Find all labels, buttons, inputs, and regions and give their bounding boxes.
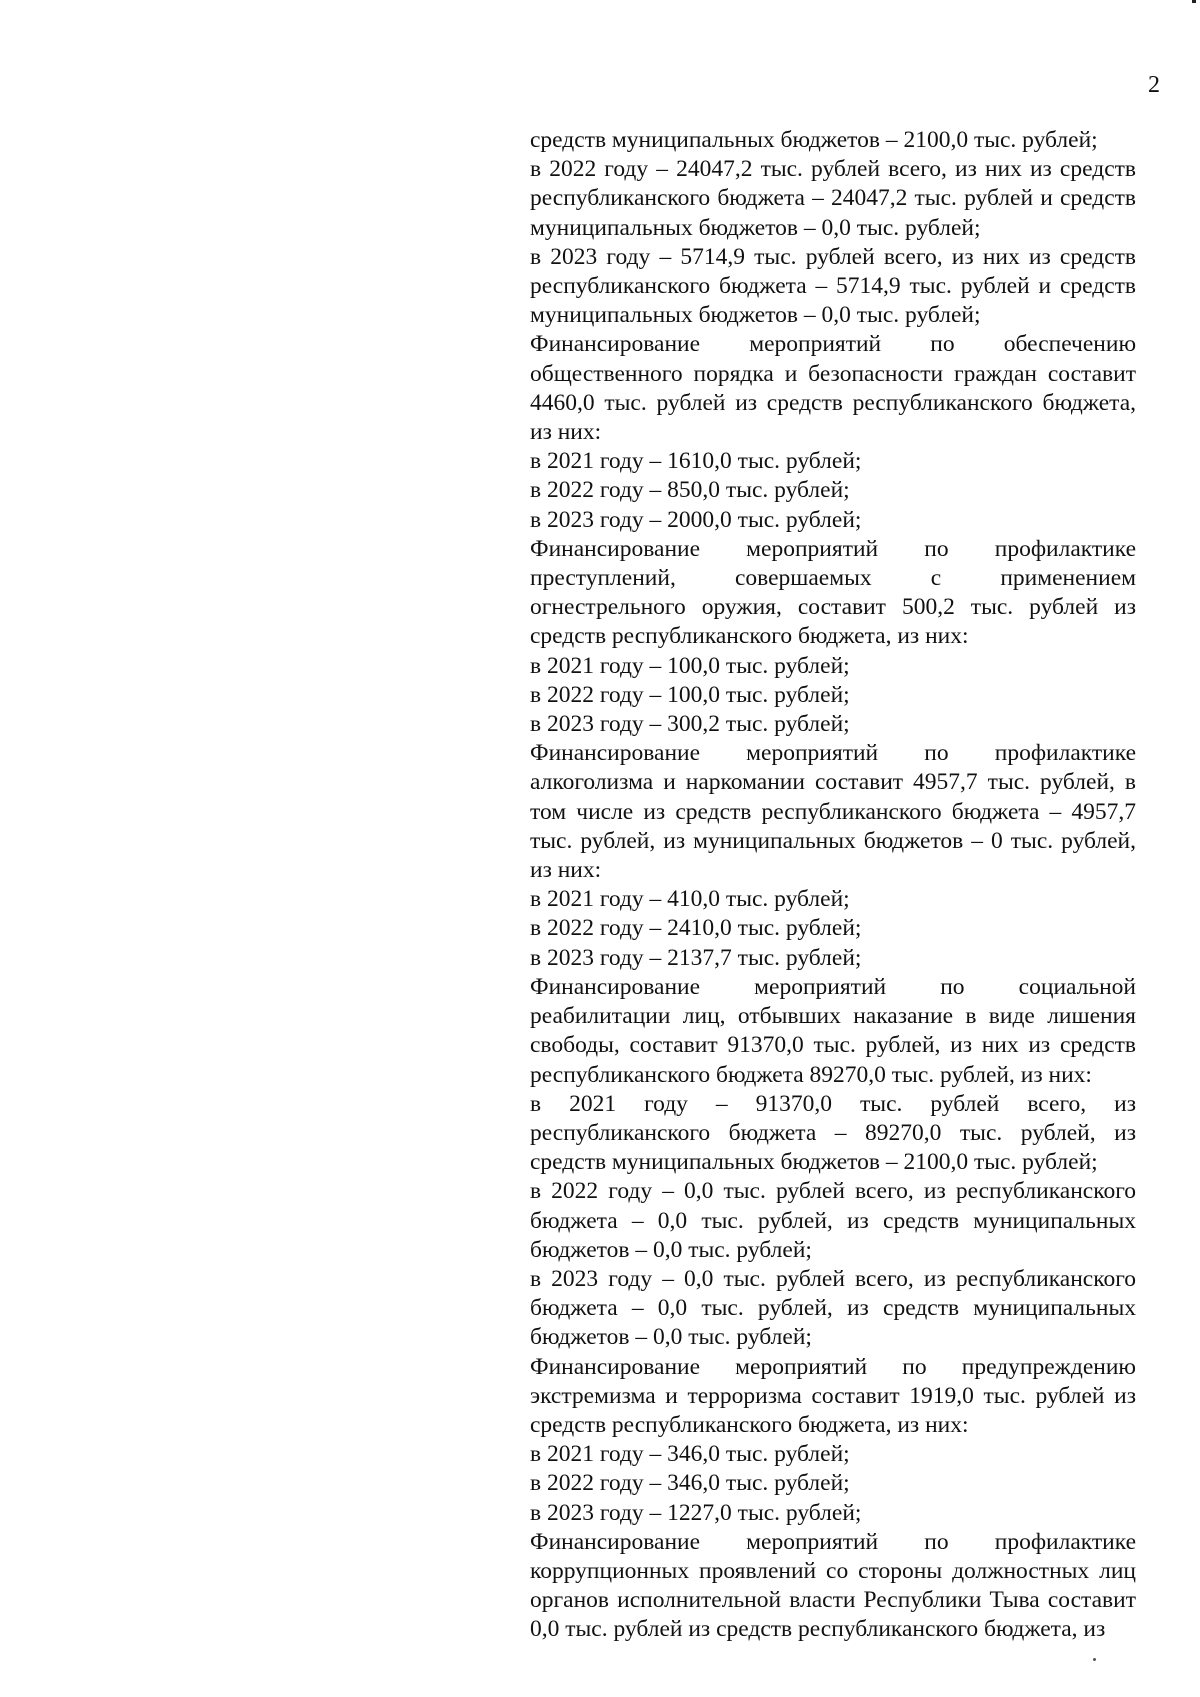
paragraph: средств муниципальных бюджетов – 2100,0 тыс. рублей; bbox=[530, 127, 1098, 153]
paragraph: в 2023 году – 300,2 тыс. рублей; bbox=[530, 711, 850, 738]
paragraph: в 2023 году – 0,0 тыс. рублей всего, из республиканского бюджета – 0,0 тыс. рублей, из средств муниципальных бюджетов – 0,0 тыс. рублей; bbox=[530, 1265, 1136, 1351]
scan-corner-mark bbox=[1192, 0, 1196, 3]
paragraph: Финансирование мероприятий по профилактике алкоголизма и наркомании составит 4957,7 тыс. рублей, в том числе из средств республиканского бюджета – 4957,7 тыс. рублей, из муниципальных бюджетов – 0 тыс. рублей, из них: bbox=[530, 740, 1136, 884]
paragraph: в 2021 году – 91370,0 тыс. рублей всего, из республиканского бюджета – 89270,0 тыс. рублей, из средств муниципальных бюджетов – 2100,0 тыс. рублей; bbox=[530, 1090, 1136, 1176]
paragraph: Финансирование мероприятий по профилактике коррупционных проявлений со стороны должностных лиц органов исполнительной власти Республики Тыва составит 0,0 тыс. рублей из средств республиканского бюджета, из bbox=[530, 1528, 1136, 1643]
body-text-column bbox=[530, 126, 1136, 1645]
paragraph: в 2021 году – 410,0 тыс. рублей; bbox=[530, 886, 850, 913]
paragraph: в 2023 году – 2137,7 тыс. рублей; bbox=[530, 944, 862, 971]
paragraph: в 2023 году – 5714,9 тыс. рублей всего, из них из средств республиканского бюджета – 5714,9 тыс. рублей и средств муниципальных бюджетов – 0,0 тыс. рублей; bbox=[530, 243, 1136, 329]
paragraph: в 2022 году – 850,0 тыс. рублей; bbox=[530, 477, 850, 504]
scan-speck bbox=[1093, 1658, 1096, 1661]
paragraph: в 2022 году – 100,0 тыс. рублей; bbox=[530, 681, 850, 708]
paragraph: в 2021 году – 100,0 тыс. рублей; bbox=[530, 652, 850, 679]
paragraph: в 2022 году – 24047,2 тыс. рублей всего, из них из средств республиканского бюджета – 24047,2 тыс. рублей и средств муниципальных бюджетов – 0,0 тыс. рублей; bbox=[530, 156, 1136, 241]
paragraph: в 2022 году – 0,0 тыс. рублей всего, из республиканского бюджета – 0,0 тыс. рублей, из средств муниципальных бюджетов – 0,0 тыс. рублей; bbox=[530, 1178, 1136, 1263]
paragraph: в 2022 году – 2410,0 тыс. рублей; bbox=[530, 915, 862, 942]
paragraph: Финансирование мероприятий по предупреждению экстремизма и терроризма составит 1919,0 тыс. рублей из средств республиканского бюджета, из них: bbox=[530, 1353, 1136, 1438]
paragraph: в 2023 году – 2000,0 тыс. рублей; bbox=[530, 506, 862, 533]
paragraph: Финансирование мероприятий по обеспечению общественного порядка и безопасности граждан составит 4460,0 тыс. рублей из средств республиканского бюджета, из них: bbox=[530, 331, 1136, 446]
paragraph: в 2023 году – 1227,0 тыс. рублей; bbox=[530, 1499, 862, 1526]
page-number: 2 bbox=[1148, 72, 1160, 98]
paragraph: в 2021 году – 1610,0 тыс. рублей; bbox=[530, 448, 862, 475]
paragraph: в 2021 году – 346,0 тыс. рублей; bbox=[530, 1441, 850, 1468]
paragraph: в 2022 году – 346,0 тыс. рублей; bbox=[530, 1470, 850, 1497]
paragraph: Финансирование мероприятий по социальной реабилитации лиц, отбывших наказание в виде лишения свободы, составит 91370,0 тыс. рублей, из них из средств республиканского бюджета 89270,0 тыс. рублей, из них: bbox=[530, 973, 1136, 1088]
paragraph: Финансирование мероприятий по профилактике преступлений, совершаемых с применением огнестрельного оружия, составит 500,2 тыс. рублей из средств республиканского бюджета, из них: bbox=[530, 535, 1136, 650]
